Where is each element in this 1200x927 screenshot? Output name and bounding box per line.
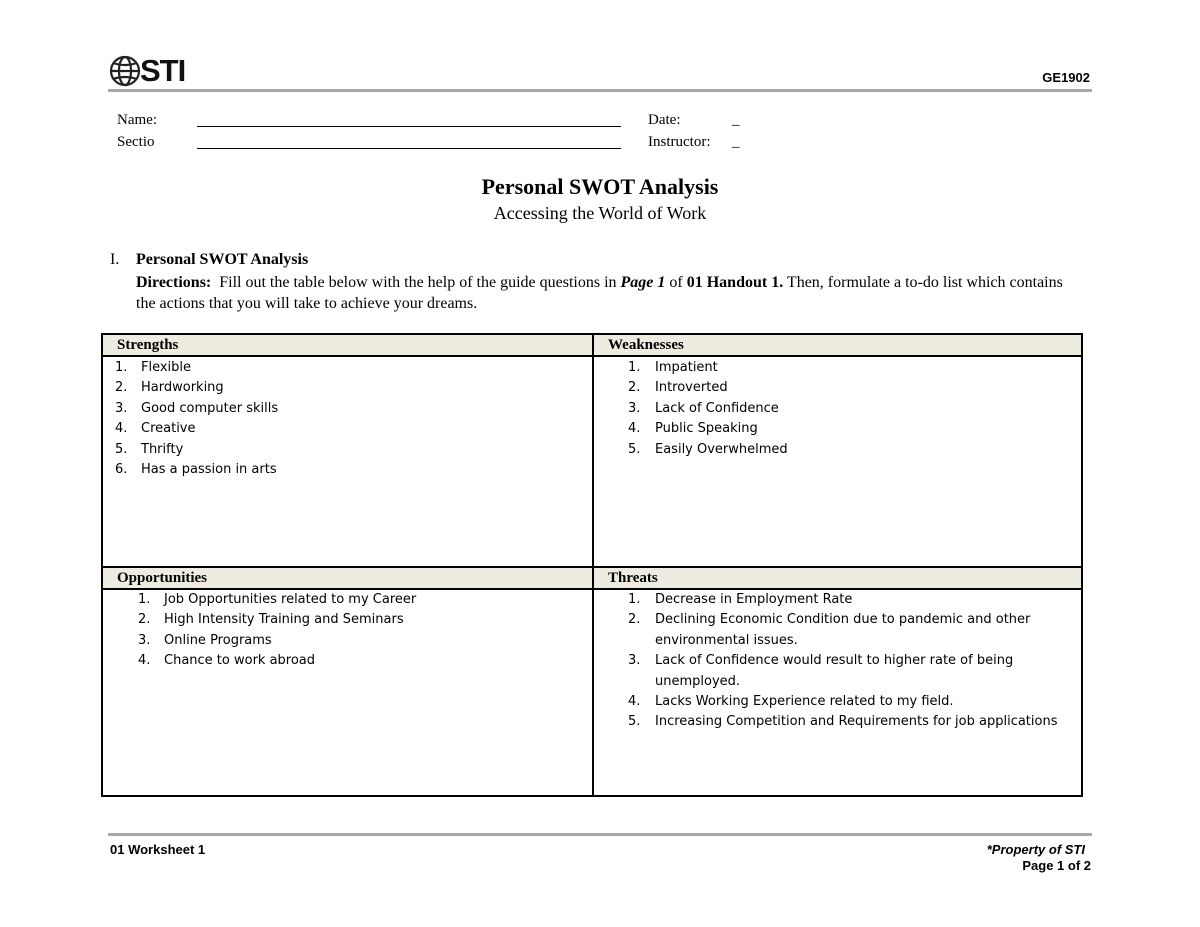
instructor-label: Instructor: (648, 134, 711, 150)
directions (136, 272, 1086, 314)
list-item-text: Flexible (141, 360, 192, 375)
list-item-number: 4. (115, 421, 128, 437)
threats-heading: Threats (608, 570, 658, 586)
list-item-number: 5. (628, 714, 641, 730)
list-item (115, 378, 585, 398)
page-subtitle: Accessing the World of Work (493, 203, 707, 223)
list-item-number: 5. (115, 441, 128, 457)
list-item (628, 358, 1078, 378)
list-item (628, 692, 1078, 712)
directions-label: Directions: (136, 274, 212, 291)
list-item-text: Easily Overwhelmed (655, 441, 788, 457)
list-item-number: 4. (138, 653, 151, 669)
list-item (115, 460, 585, 480)
name-field[interactable] (197, 126, 621, 127)
section-number: I. (110, 251, 120, 268)
page-number: Page 1 of 2 (1022, 858, 1091, 873)
strengths-heading: Strengths (117, 337, 179, 353)
list-item (115, 440, 585, 460)
list-item-number: 3. (628, 653, 641, 669)
weaknesses-heading: Weaknesses (608, 337, 684, 353)
threats-list (628, 590, 1078, 733)
list-item-number: 2. (628, 380, 641, 396)
list-item-text: Decrease in Employment Rate (655, 592, 853, 607)
list-item-number: 3. (628, 400, 641, 416)
list-item (628, 651, 1078, 692)
instructor-field[interactable]: _ (732, 134, 740, 150)
list-item-text: Hardworking (141, 380, 224, 396)
list-item-text: Public Speaking (655, 421, 758, 437)
directions-page-ref: Page 1 (620, 274, 666, 291)
list-item-number: 1. (628, 360, 641, 375)
section-title: Personal SWOT Analysis (136, 251, 309, 268)
opportunities-list (138, 590, 578, 672)
globe-logo-icon (108, 54, 144, 88)
list-item-text: High Intensity Training and Seminars (164, 612, 404, 628)
name-label: Name: (117, 112, 157, 128)
list-item-number: 2. (628, 612, 641, 628)
strengths-list (115, 358, 585, 480)
section-field[interactable] (197, 148, 621, 149)
list-item-number: 2. (138, 612, 151, 628)
list-item (628, 712, 1078, 732)
list-item (628, 399, 1078, 419)
list-item-number: 4. (628, 694, 641, 710)
list-item (628, 440, 1078, 460)
page-title: Personal SWOT Analysis (481, 174, 719, 199)
list-item (138, 610, 578, 630)
list-item-number: 3. (138, 632, 151, 648)
list-item-number: 1. (628, 592, 641, 607)
list-item-number: 1. (138, 592, 151, 607)
list-item (138, 631, 578, 651)
opportunities-heading: Opportunities (117, 570, 208, 586)
list-item-text: Lacks Working Experience related to my field. (655, 694, 954, 710)
list-item (628, 378, 1078, 398)
list-item-text: Thrifty (141, 441, 184, 457)
weaknesses-list (628, 358, 1078, 460)
directions-text-3: Then, formulate a to-do list which contains the actions that you will take to achieve your dreams. (136, 274, 1063, 312)
date-field[interactable]: _ (732, 112, 740, 128)
swot-table (101, 333, 1083, 797)
list-item-text: Lack of Confidence (655, 400, 779, 416)
list-item-text: Has a passion in arts (141, 462, 277, 478)
date-label: Date: (648, 112, 681, 128)
list-item (115, 419, 585, 439)
section-label: Sectio (117, 134, 155, 150)
directions-handout-ref: 01 Handout 1. (686, 274, 784, 291)
list-item-text: Online Programs (164, 632, 272, 648)
swot-divider (592, 335, 594, 795)
list-item-text: Declining Economic Condition due to pandemic and other environmental issues. (655, 612, 1031, 648)
list-item-number: 1. (115, 360, 128, 375)
logo-text: STI (140, 53, 186, 88)
sti-logo (108, 54, 185, 88)
list-item-number: 2. (115, 380, 128, 396)
worksheet-label: 01 Worksheet 1 (110, 842, 206, 857)
directions-text-2: of (669, 274, 683, 291)
list-item-text: Job Opportunities related to my Career (164, 592, 417, 607)
list-item (115, 399, 585, 419)
list-item-text: Creative (141, 421, 196, 437)
list-item (628, 590, 1078, 610)
property-notice: *Property of STI (986, 842, 1085, 857)
course-code: GE1902 (1042, 70, 1090, 85)
directions-text-1: Fill out the table below with the help of the guide questions in (219, 274, 617, 291)
list-item-text: Good computer skills (141, 400, 279, 416)
list-item-number: 4. (628, 421, 641, 437)
list-item-number: 5. (628, 441, 641, 457)
list-item-text: Introverted (655, 380, 728, 396)
list-item (115, 358, 585, 378)
footer-rule (108, 833, 1092, 836)
header-rule (108, 89, 1092, 92)
list-item-text: Chance to work abroad (164, 653, 316, 669)
list-item-text: Increasing Competition and Requirements for job applications (655, 714, 1058, 730)
list-item (628, 419, 1078, 439)
list-item-number: 6. (115, 462, 128, 478)
list-item-number: 3. (115, 400, 128, 416)
list-item (138, 651, 578, 671)
list-item (628, 610, 1078, 651)
list-item (138, 590, 578, 610)
list-item-text: Lack of Confidence would result to higher rate of being unemployed. (655, 653, 1014, 689)
list-item-text: Impatient (655, 360, 718, 375)
